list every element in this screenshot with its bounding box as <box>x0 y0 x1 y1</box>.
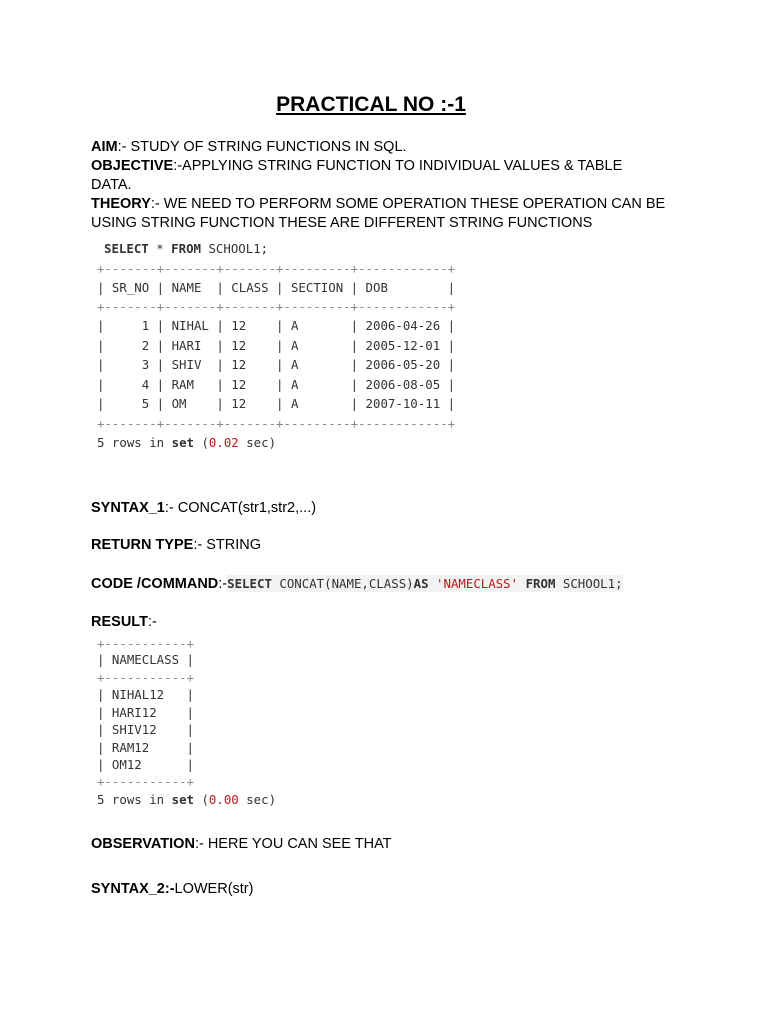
objective-text: :-APPLYING STRING FUNCTION TO INDIVIDUAL VALUES & TABLE <box>173 158 623 174</box>
return-type-text: :- STRING <box>193 537 261 553</box>
table-header-row: | SR_NO | NAME | CLASS | SECTION | DOB | <box>97 280 456 295</box>
observation-line <box>91 835 392 854</box>
footer-time: 0.00 <box>208 792 239 807</box>
table-row: | 3 | SHIV | 12 | A | 2006-05-20 | <box>97 357 456 372</box>
aim-line <box>91 138 407 157</box>
footer-keyword: set <box>171 792 194 807</box>
footer-unit: sec) <box>238 792 277 807</box>
table-border-mid: +-------+-------+-------+---------+------------+ <box>97 299 456 314</box>
table-border-mid: +-----------+ <box>97 670 194 685</box>
return-type-label: RETURN TYPE <box>91 537 194 553</box>
keyword-select: SELECT <box>104 241 149 256</box>
objective-line-2 <box>91 176 132 195</box>
theory-line <box>91 195 665 214</box>
table-header-row: | NAMECLASS | <box>97 652 194 667</box>
observation-label: OBSERVATION <box>91 836 195 852</box>
rows-footer <box>97 433 276 452</box>
objective-label: OBJECTIVE <box>91 158 174 174</box>
objective-line <box>91 157 622 176</box>
return-type-line <box>91 536 261 555</box>
footer-text: 5 rows in <box>97 435 172 450</box>
keyword-as: AS <box>413 576 429 591</box>
query-star: * <box>148 241 172 256</box>
alias-string: 'NAMECLASS' <box>436 576 519 591</box>
code-command-label: CODE /COMMAND <box>91 576 219 592</box>
keyword-from: FROM <box>171 241 201 256</box>
result-text: :- <box>147 614 157 630</box>
table-border-bottom: +-------+-------+-------+---------+------------+ <box>97 416 456 431</box>
footer-paren: ( <box>194 792 209 807</box>
table-border-top: +-----------+ <box>97 636 194 651</box>
footer-keyword: set <box>171 435 194 450</box>
theory-label: THEORY <box>91 196 151 212</box>
syntax-2-text: LOWER(str) <box>174 881 254 897</box>
code-command-sep: :- <box>218 576 228 592</box>
syntax-1-line <box>91 499 316 518</box>
concat-call: CONCAT(NAME,CLASS) <box>271 576 414 591</box>
table-border-top: +-------+-------+-------+---------+------------+ <box>97 261 456 276</box>
query-result-block-1 <box>97 239 517 459</box>
table-row: | HARI12 | <box>97 704 194 720</box>
space <box>429 576 436 591</box>
objective-text-2: DATA. <box>91 177 132 193</box>
table-row: | 1 | NIHAL | 12 | A | 2006-04-26 | <box>97 318 456 333</box>
footer-unit: sec) <box>238 435 277 450</box>
keyword-from: FROM <box>525 576 556 591</box>
space <box>518 576 525 591</box>
table-row: | OM12 | <box>97 757 194 772</box>
footer-time: 0.02 <box>208 435 239 450</box>
query-line <box>104 239 268 258</box>
table-row: | 5 | OM | 12 | A | 2007-10-11 | <box>97 396 456 411</box>
keyword-select: SELECT <box>227 576 272 591</box>
theory-text: :- WE NEED TO PERFORM SOME OPERATION THESE OPERATION CAN BE <box>150 196 666 212</box>
table-row: | NIHAL12 | <box>97 687 194 702</box>
code-table: SCHOOL1; <box>555 576 623 591</box>
aim-text: :- STUDY OF STRING FUNCTIONS IN SQL. <box>117 139 407 155</box>
table-border-bottom: +-----------+ <box>97 774 194 789</box>
theory-line-2 <box>91 214 592 233</box>
rows-footer <box>97 790 276 809</box>
footer-paren: ( <box>194 435 209 450</box>
result-line <box>91 613 157 632</box>
query-table: SCHOOL1; <box>201 241 269 256</box>
aim-label: AIM <box>91 139 118 155</box>
footer-text: 5 rows in <box>97 792 172 807</box>
theory-text-2: USING STRING FUNCTION THESE ARE DIFFERENT STRING FUNCTIONS <box>91 215 593 231</box>
code-command-sql <box>227 575 622 592</box>
query-result-block-2 <box>97 634 337 814</box>
page-title: PRACTICAL NO :-1 <box>276 93 466 116</box>
table-row: | RAM12 | <box>97 739 194 755</box>
syntax-1-text: :- CONCAT(str1,str2,...) <box>164 500 317 516</box>
syntax-2-line <box>91 880 253 899</box>
table-row: | 4 | RAM | 12 | A | 2006-08-05 | <box>97 376 456 392</box>
syntax-1-label: SYNTAX_1 <box>91 500 165 516</box>
result-label: RESULT <box>91 614 148 630</box>
table-row: | 2 | HARI | 12 | A | 2005-12-01 | <box>97 337 456 353</box>
observation-text: :- HERE YOU CAN SEE THAT <box>194 836 392 852</box>
table-row: | SHIV12 | <box>97 722 194 737</box>
code-command-line <box>91 574 623 594</box>
syntax-2-label: SYNTAX_2:- <box>91 881 175 897</box>
